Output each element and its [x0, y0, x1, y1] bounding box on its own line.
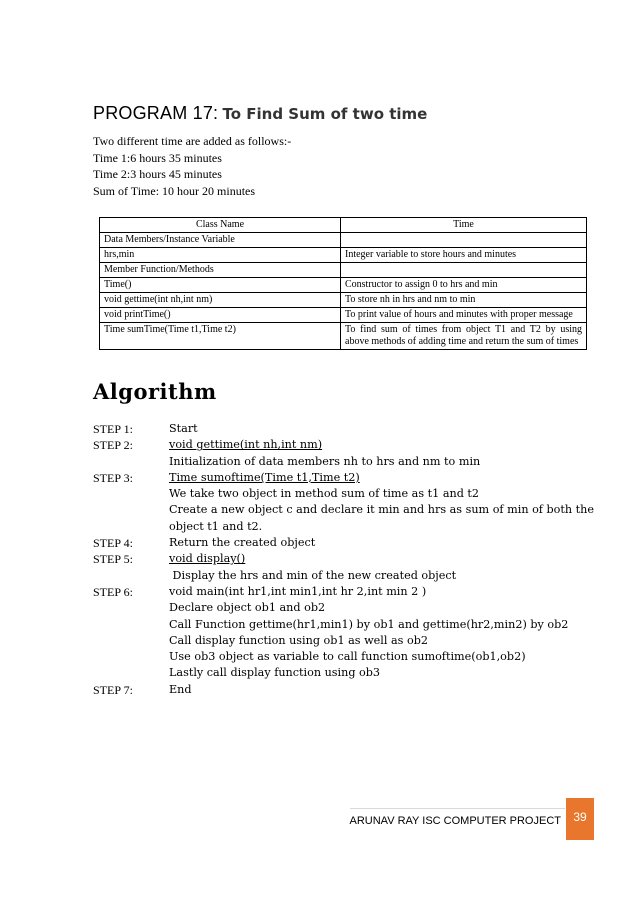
table-cell-desc: Constructor to assign 0 to hrs and min — [341, 278, 587, 293]
table-cell-name: Data Members/Instance Variable — [100, 233, 341, 248]
program-title — [93, 103, 427, 124]
table-cell-name: Member Function/Methods — [100, 263, 341, 278]
step-text — [169, 470, 603, 535]
step-line: Start — [169, 422, 198, 435]
table-row — [100, 323, 587, 350]
algorithm-steps — [93, 421, 603, 698]
table-cell-desc: Integer variable to store hours and minutes — [341, 248, 587, 263]
step-row — [93, 584, 603, 682]
algorithm-heading: Algorithm — [93, 379, 217, 404]
step-line: Display the hrs and min of the new created object — [169, 568, 457, 582]
step-label: STEP 4: — [93, 536, 133, 551]
program-label: PROGRAM 17: — [93, 103, 219, 123]
page-footer — [350, 808, 565, 841]
table-row — [100, 308, 587, 323]
step-line: Call Function gettime(hr1,min1) by ob1 and gettime(hr2,min2) by ob2 — [169, 617, 569, 631]
step-row — [93, 535, 603, 551]
footer-project-text: ARUNAV RAY ISC COMPUTER PROJECT — [349, 815, 561, 827]
table-cell-desc: To print value of hours and minutes with proper message — [341, 308, 587, 323]
step-line: Create a new object c and declare it min and hrs as sum of min of both the object t1 and t2. — [169, 503, 594, 533]
step-line: Call display function using ob1 as well as ob2 — [169, 633, 428, 647]
class-table — [99, 217, 587, 350]
intro-line: Time 1:6 hours 35 minutes — [93, 150, 222, 165]
table-cell-desc — [341, 263, 587, 278]
table-header-cell: Time — [341, 218, 587, 233]
step-row — [93, 682, 603, 698]
step-label: STEP 7: — [93, 682, 133, 697]
step-method-signature: Time sumoftime(Time t1,Time t2) — [169, 470, 360, 484]
step-line: Use ob3 object as variable to call function sumoftime(ob1,ob2) — [169, 650, 526, 664]
table-header-cell: Class Name — [100, 218, 341, 233]
step-text — [169, 682, 603, 698]
step-text — [169, 421, 603, 437]
table-header-row — [100, 218, 587, 233]
table-cell-name: hrs,min — [100, 248, 341, 263]
step-method-signature: void main(int hr1,int min1,int hr 2,int min 2 ) — [169, 584, 427, 598]
table-cell-desc — [341, 233, 587, 248]
table-cell-desc: To find sum of times from object T1 and T2 by using above methods of adding time and return the sum of times — [341, 323, 587, 350]
step-line: Return the created object — [169, 536, 316, 550]
step-text — [169, 551, 603, 584]
step-line: Lastly call display function using ob3 — [169, 666, 381, 680]
intro-block — [93, 133, 291, 199]
table-row — [100, 263, 587, 278]
table-cell-name: void gettime(int nh,int nm) — [100, 293, 341, 308]
step-row — [93, 421, 603, 437]
table-cell-name: Time() — [100, 278, 341, 293]
step-method-signature: void display() — [169, 552, 246, 566]
table-cell-name: void printTime() — [100, 308, 341, 323]
page-number-box — [566, 798, 594, 840]
intro-line: Sum of Time: 10 hour 20 minutes — [93, 183, 256, 198]
step-label: STEP 1: — [93, 422, 133, 436]
program-title-text: To Find Sum of two time — [222, 105, 428, 123]
step-text — [169, 535, 603, 551]
step-label: STEP 3: — [93, 470, 133, 485]
step-label: STEP 2: — [93, 438, 133, 453]
table-row — [100, 233, 587, 248]
table-cell-desc: To store nh in hrs and nm to min — [341, 293, 587, 308]
step-line: End — [169, 682, 192, 696]
table-row — [100, 278, 587, 293]
step-text — [169, 584, 603, 682]
table-cell-name: Time sumTime(Time t1,Time t2) — [100, 323, 341, 350]
step-line: Declare object ob1 and ob2 — [169, 601, 326, 615]
intro-line: Two different time are added as follows:- — [93, 134, 292, 148]
step-row — [93, 470, 603, 535]
step-line: We take two object in method sum of time as t1 and t2 — [169, 487, 480, 501]
intro-line: Time 2:3 hours 45 minutes — [93, 167, 222, 181]
step-label: STEP 5: — [93, 552, 133, 567]
table-row — [100, 248, 587, 263]
step-method-signature: void gettime(int nh,int nm) — [169, 438, 323, 452]
step-row — [93, 437, 603, 470]
step-row — [93, 551, 603, 584]
table-row — [100, 293, 587, 308]
step-text — [169, 437, 603, 470]
step-label: STEP 6: — [93, 584, 133, 599]
step-line: Initialization of data members nh to hrs and nm to min — [169, 454, 481, 468]
page-number: 39 — [573, 810, 587, 824]
